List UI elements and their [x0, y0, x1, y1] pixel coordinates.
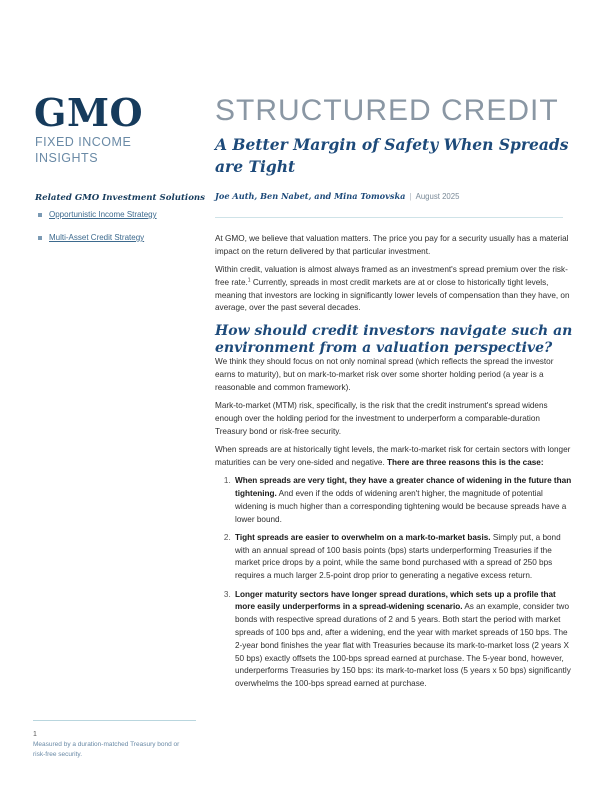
footnote-number: 1	[33, 731, 37, 738]
opportunistic-income-link[interactable]: Opportunistic Income Strategy	[49, 210, 157, 219]
related-link-item	[37, 233, 157, 256]
paragraph-emphasis: There are three reasons this is the case:	[387, 457, 544, 467]
footnote-divider	[33, 720, 196, 721]
paragraph-text: Currently, spreads in most credit markets are at or close to historically tight levels, meaning that investors are locking in significantly lower levels of compensation than they have, on average, over the past several decades.	[215, 277, 570, 313]
list-item	[233, 589, 573, 691]
page-title: STRUCTURED CREDIT	[215, 94, 559, 127]
related-solutions-list	[37, 210, 157, 256]
paragraph: Mark-to-market (MTM) risk, specifically, is the risk that the credit instrument's spread widens enough over the holding period for the investment to underperform a comparable-duration Treasury bond or risk-free security.	[215, 401, 548, 436]
byline	[215, 191, 459, 201]
gmo-logo: GMO	[34, 90, 144, 135]
footnote-reference[interactable]: 1	[247, 277, 251, 284]
list-item-lead: Tight spreads are easier to overwhelm on a mark-to-market basis.	[235, 532, 491, 542]
paragraph: At GMO, we believe that valuation matters. The price you pay for a security usually has a material impact on the return delivered by that particular investment.	[215, 234, 569, 256]
series-line-2: INSIGHTS	[35, 151, 99, 165]
list-item-text: As an example, consider two bonds with respective spread durations of 2 and 5 years. Both start the period with market spreads of 100 bps and, after a widening, end the year with market spreads of 150 bps. The 2-year bond finishes the year flat with Treasuries because its mark-to-market loss (2 years X 50 bps) exactly offsets the 100-bps spread earned at purchase. The 5-year bond, however, underperforms Treasuries by 150 bps: its mark-to-market loss (5 years x 50 bps) significantly overwhelms the 100-bps spread earned at purchase.	[235, 602, 571, 689]
list-item-text: Simply put, a bond with an annual spread of 100 basis points (bps) starts underperforming Treasuries if the market price drops by a point, while the same bond purchased with a spread of 250 bps requires a much larger 2.5-point drop prior to generating a negative excess return.	[235, 532, 561, 581]
authors: Joe Auth, Ben Nabet, and Mina Tomovska	[215, 191, 406, 201]
paragraph-text: When spreads are at historically tight levels, the mark-to-market risk for certain sectors with longer maturities can be very one-sided and negative.	[215, 445, 571, 467]
multi-asset-credit-link[interactable]: Multi-Asset Credit Strategy	[49, 233, 145, 242]
publication-date: August 2025	[415, 192, 460, 201]
bullet-square-icon	[38, 213, 42, 217]
list-item-lead: Longer maturity sectors have longer spread durations, which sets up a profile that more easily underperforms in a spread-widening scenario.	[235, 589, 556, 612]
related-solutions-heading: Related GMO Investment Solutions	[35, 193, 206, 203]
list-item	[233, 475, 573, 526]
byline-divider	[215, 217, 563, 218]
paragraph	[215, 444, 573, 470]
series-line-1: FIXED INCOME	[35, 135, 132, 149]
list-item-lead: When spreads are very tight, they have a greater chance of widening in the future than tightening.	[235, 476, 572, 498]
series-label	[35, 134, 175, 166]
bullet-square-icon	[38, 236, 42, 240]
paragraph-text: Within credit, valuation is almost always framed as an investment's spread premium over the risk-free rate.	[215, 265, 568, 287]
byline-separator: |	[409, 192, 412, 201]
paragraph	[215, 264, 573, 315]
reasons-list	[215, 475, 573, 691]
list-item-text: And even if the odds of widening aren't higher, the magnitude of potential widening is much higher than a corresponding tightening would be because spreads have a lower bound.	[235, 488, 567, 524]
article-subtitle: A Better Margin of Safety When Spreads are Tight	[215, 135, 569, 176]
related-link-item	[37, 210, 157, 233]
article-body	[215, 233, 573, 696]
section-heading: How should credit investors navigate such an environment from a valuation perspective?	[215, 323, 573, 356]
list-item	[233, 532, 573, 583]
footnote-text: Measured by a duration-matched Treasury bond or risk-free security.	[33, 741, 180, 758]
paragraph: We think they should focus on not only nominal spread (which reflects the spread the investor earns to maturity), but on mark-to-market risk over some shorter holding period (a year is a reasonable and common framework).	[215, 357, 554, 392]
